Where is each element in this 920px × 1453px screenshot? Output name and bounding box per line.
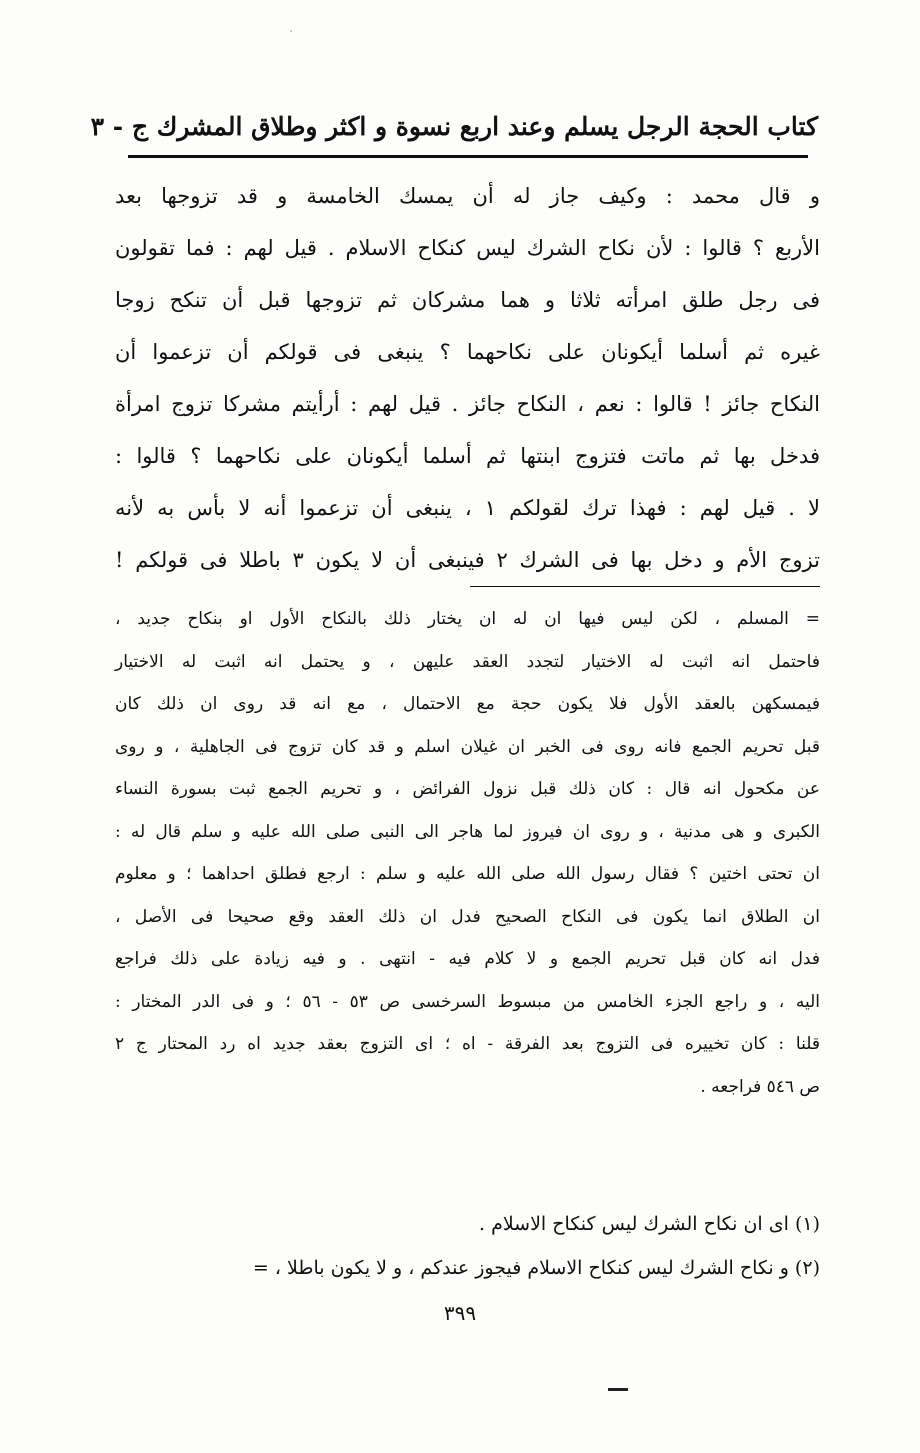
notes-separator-rule <box>470 586 820 587</box>
notes-line: = المسلم ، لكن ليس فيها ان له ان يختار ذلك بالنكاح الأول او بنكاح جديد ، <box>115 609 820 629</box>
main-text <box>115 170 820 586</box>
notes-line: فدل انه كان قبل تحريم الجمع و لا كلام فيه - انتهى . و فيه زيادة على ذلك فراجع <box>115 949 820 969</box>
notes-line: عن مكحول انه قال : كان ذلك قبل نزول الفرائض ، و تحريم الجمع ثبت بسورة النساء <box>115 779 820 799</box>
notes-line: ان تحتى اختين ؟ فقال رسول الله صلى الله عليه و سلم : ارجع فطلق احداهما ؛ و معلوم <box>115 864 820 884</box>
scan-mark <box>608 1388 628 1391</box>
notes-line: ص ٥٤٦ فراجعه . <box>700 1076 820 1097</box>
main-line: فى رجل طلق امرأته ثلاثا و هما مشركان ثم تزوجها قبل أن تنكح زوجا <box>115 288 820 312</box>
main-line: و قال محمد : وكيف جاز له أن يمسك الخامسة و قد تزوجها بعد <box>115 184 820 208</box>
header-rule <box>128 155 808 158</box>
running-header <box>90 105 818 149</box>
main-line: النكاح جائز ! قالوا : نعم ، النكاح جائز . قيل لهم : أرأيتم مشركا تزوج امرأة <box>115 392 820 416</box>
notes-line: اليه ، و راجع الجزء الخامس من مبسوط السرخسى ص ٥٣ - ٥٦ ؛ و فى الدر المختار : <box>115 991 820 1012</box>
header-title: كتاب الحجة الرجل يسلم وعند اربع نسوة و اكثر وطلاق المشرك <box>156 112 818 141</box>
commentary-notes <box>115 598 820 1108</box>
scan-speck <box>290 30 292 32</box>
main-line: غيره ثم أسلما أيكونان على نكاحهما ؟ ينبغى فى قولكم أن تزعموا أن <box>115 340 820 364</box>
notes-line: فيمسكهن بالعقد الأول فلا يكون حجة مع الاحتمال ، مع انه قد روى ان ذلك كان <box>115 694 820 714</box>
notes-line: فاحتمل انه اثبت له الاختيار لتجدد العقد عليهن ، و يحتمل انه اثبت له الاختيار <box>115 651 820 672</box>
main-line: تزوج الأم و دخل بها فى الشرك ٢ فينبغى أن لا يكون ٣ باطلا فى قولكم ! <box>115 548 821 572</box>
page-number: ٣٩٩ <box>443 1301 477 1325</box>
header-volume-ref: ج - ٣ <box>90 112 148 141</box>
notes-line: الكبرى و هى مدنية ، و روى ان فيروز لما هاجر الى النبى صلى الله عليه و سلم قال له : <box>115 821 820 842</box>
main-line: لا . قيل لهم : فهذا ترك لقولكم ١ ، ينبغى أن تزعموا أنه لا بأس به لأنه <box>115 496 820 520</box>
notes-line: قبل تحريم الجمع فانه روى فى الخبر ان غيلان اسلم و قد كان تزوج فى الجاهلية ، و روى <box>115 736 820 757</box>
notes-line: قلنا : كان تخييره فى التزوج بعد الفرقة - اه ؛ اى التزوج بعقد جديد اه رد المحتار ج ٢ <box>115 1034 820 1054</box>
footnote-1: (١) اى ان نكاح الشرك ليس كنكاح الاسلام . <box>479 1213 820 1235</box>
footnotes <box>115 1202 820 1290</box>
main-line: فدخل بها ثم ماتت فتزوج ابنتها ثم أسلما أيكونان على نكاحهما ؟ قالوا : <box>115 444 820 468</box>
footnote-2: (٢) و نكاح الشرك ليس كنكاح الاسلام فيجوز عندكم ، و لا يكون باطلا ، = <box>252 1257 820 1279</box>
notes-line: ان الطلاق انما يكون فى النكاح الصحيح فدل ان ذلك العقد وقع صحيحا فى الأصل ، <box>115 906 820 927</box>
main-line: الأربع ؟ قالوا : لأن نكاح الشرك ليس كنكاح الاسلام . قيل لهم : فما تقولون <box>115 236 820 260</box>
